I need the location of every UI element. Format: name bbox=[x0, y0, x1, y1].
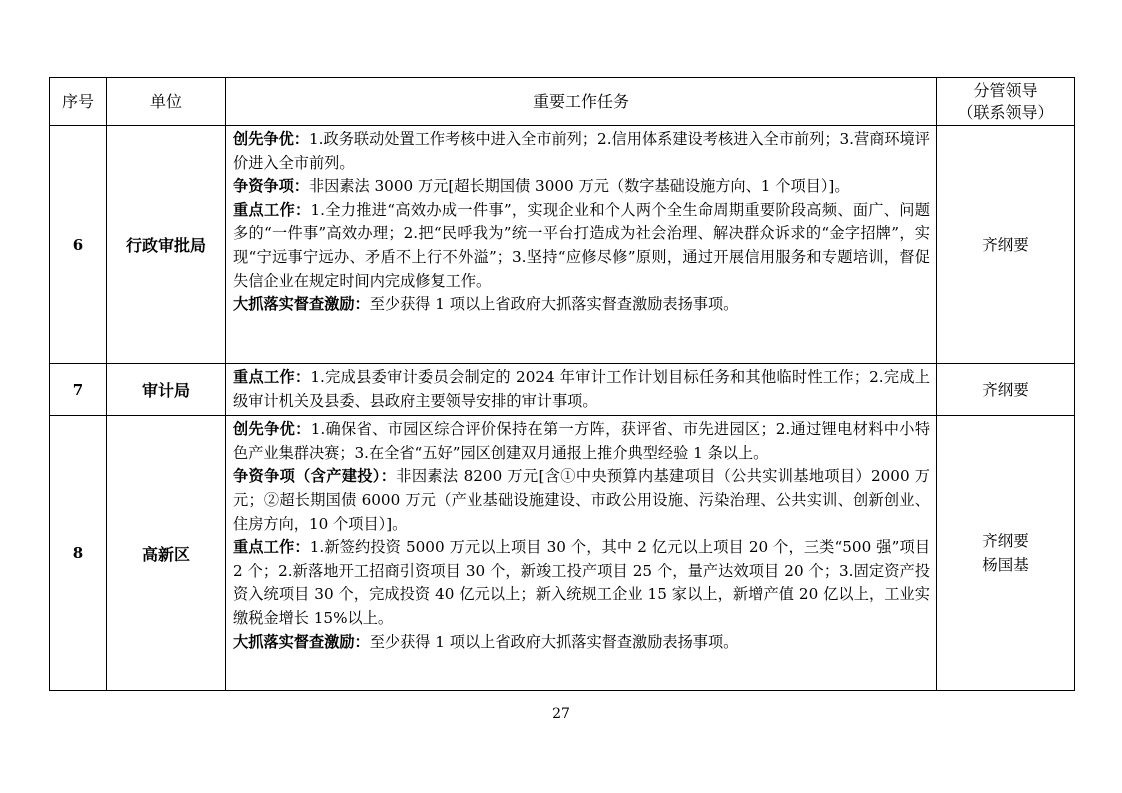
task-item bbox=[233, 175, 930, 199]
task-item bbox=[233, 536, 930, 630]
task-label: 大抓落实督查激励： bbox=[233, 632, 370, 651]
task-text: 1.确保省、市园区综合评价保持在第一方阵，获评省、市先进园区；2.通过锂电材料中小特色产业集群决赛；3.在全省“五好”园区创建双月通报上推介典型经验 1 条以上。 bbox=[233, 420, 931, 462]
table-row bbox=[50, 126, 1075, 364]
table-row bbox=[50, 364, 1075, 416]
row-unit: 审计局 bbox=[107, 364, 226, 416]
leader-name: 齐纲要 bbox=[982, 380, 1029, 399]
task-label: 创先争优： bbox=[233, 130, 309, 148]
row-seq: 6 bbox=[50, 126, 107, 364]
row-tasks bbox=[226, 126, 937, 364]
task-item bbox=[233, 366, 930, 413]
task-label: 争资争项： bbox=[233, 177, 309, 196]
row-seq: 8 bbox=[50, 416, 107, 691]
header-leader-line2: （联系领导） bbox=[957, 102, 1054, 122]
task-text: 非因素法 3000 万元[超长期国债 3000 万元（数字基础设施方向、1 个项目）]。 bbox=[308, 177, 850, 196]
leader-name: 杨国基 bbox=[982, 556, 1029, 575]
task-item bbox=[233, 199, 930, 293]
row-tasks bbox=[226, 364, 937, 416]
task-label: 大抓落实督查激励： bbox=[233, 295, 370, 314]
task-label: 重点工作： bbox=[233, 200, 311, 219]
task-text: 1.完成县委审计委员会制定的 2024 年审计工作计划目标任务和其他临时性工作；2.完成上级审计机关及县委、县政府主要领导安排的审计事项。 bbox=[233, 368, 930, 410]
task-text: 1.政务联动处置工作考核中进入全市前列；2.信用体系建设考核进入全市前列；3.营商环境评价进入全市前列。 bbox=[233, 130, 930, 172]
task-text: 至少获得 1 项以上省政府大抓落实督查激励表扬事项。 bbox=[369, 632, 739, 651]
task-text: 至少获得 1 项以上省政府大抓落实督查激励表扬事项。 bbox=[369, 295, 739, 314]
task-item bbox=[233, 128, 930, 175]
task-table bbox=[49, 77, 1075, 691]
task-label: 重点工作： bbox=[233, 538, 310, 557]
row-unit: 行政审批局 bbox=[107, 126, 226, 364]
task-label: 争资争项（含产建投）： bbox=[233, 467, 397, 486]
table-header-row bbox=[50, 78, 1075, 126]
leader-name: 齐纲要 bbox=[982, 532, 1029, 551]
row-leaders bbox=[937, 416, 1075, 691]
task-text: 1.新签约投资 5000 万元以上项目 30 个，其中 2 亿元以上项目 20 个，三类“500 强”项目 2 个；2.新落地开工招商引资项目 30 个，新竣工投产项目 25 个，量产达效项目 20 个；3.固定资产投资入统项目 30 个，完成投资 40 亿元以上；新入统规工企业 15 家以上，新增产值 20 亿以上，工业实缴税金增长 15%以上。 bbox=[233, 538, 931, 627]
row-leaders bbox=[937, 364, 1075, 416]
task-label: 重点工作： bbox=[233, 368, 311, 386]
header-leader bbox=[937, 78, 1075, 126]
row-tasks bbox=[226, 416, 937, 691]
table-row bbox=[50, 416, 1075, 691]
task-item bbox=[233, 293, 930, 317]
row-unit: 高新区 bbox=[107, 416, 226, 691]
row-leaders bbox=[937, 126, 1075, 364]
task-item bbox=[233, 465, 930, 536]
page-number: 27 bbox=[552, 706, 570, 722]
leader-name: 齐纲要 bbox=[982, 235, 1029, 254]
header-unit: 单位 bbox=[107, 78, 226, 126]
task-text: 1.全力推进“高效办成一件事”，实现企业和个人两个全生命周期重要阶段高频、面广、问题多的“一件事”高效办理；2.把“民呼我为”统一平台打造成为社会治理、解决群众诉求的“金字招牌”，实现“宁远事宁远办、矛盾不上行不外溢”；3.坚持“应修尽修”原则，通过开展信用服务和专题培训，督促失信企业在规定时间内完成修复工作。 bbox=[233, 200, 930, 290]
row-seq: 7 bbox=[50, 364, 107, 416]
task-item bbox=[233, 418, 930, 465]
task-text: 非因素法 8200 万元[含①中央预算内基建项目（公共实训基地项目）2000 万元；②超长期国债 6000 万元（产业基础设施建设、市政公用设施、污染治理、公共实训、创新创业、住房方向，10 个项目）]。 bbox=[233, 467, 930, 533]
header-leader-line1: 分管领导 bbox=[973, 80, 1038, 100]
task-item bbox=[233, 631, 930, 655]
header-seq: 序号 bbox=[50, 78, 107, 126]
task-label: 创先争优： bbox=[233, 420, 311, 439]
header-tasks: 重要工作任务 bbox=[226, 78, 937, 126]
